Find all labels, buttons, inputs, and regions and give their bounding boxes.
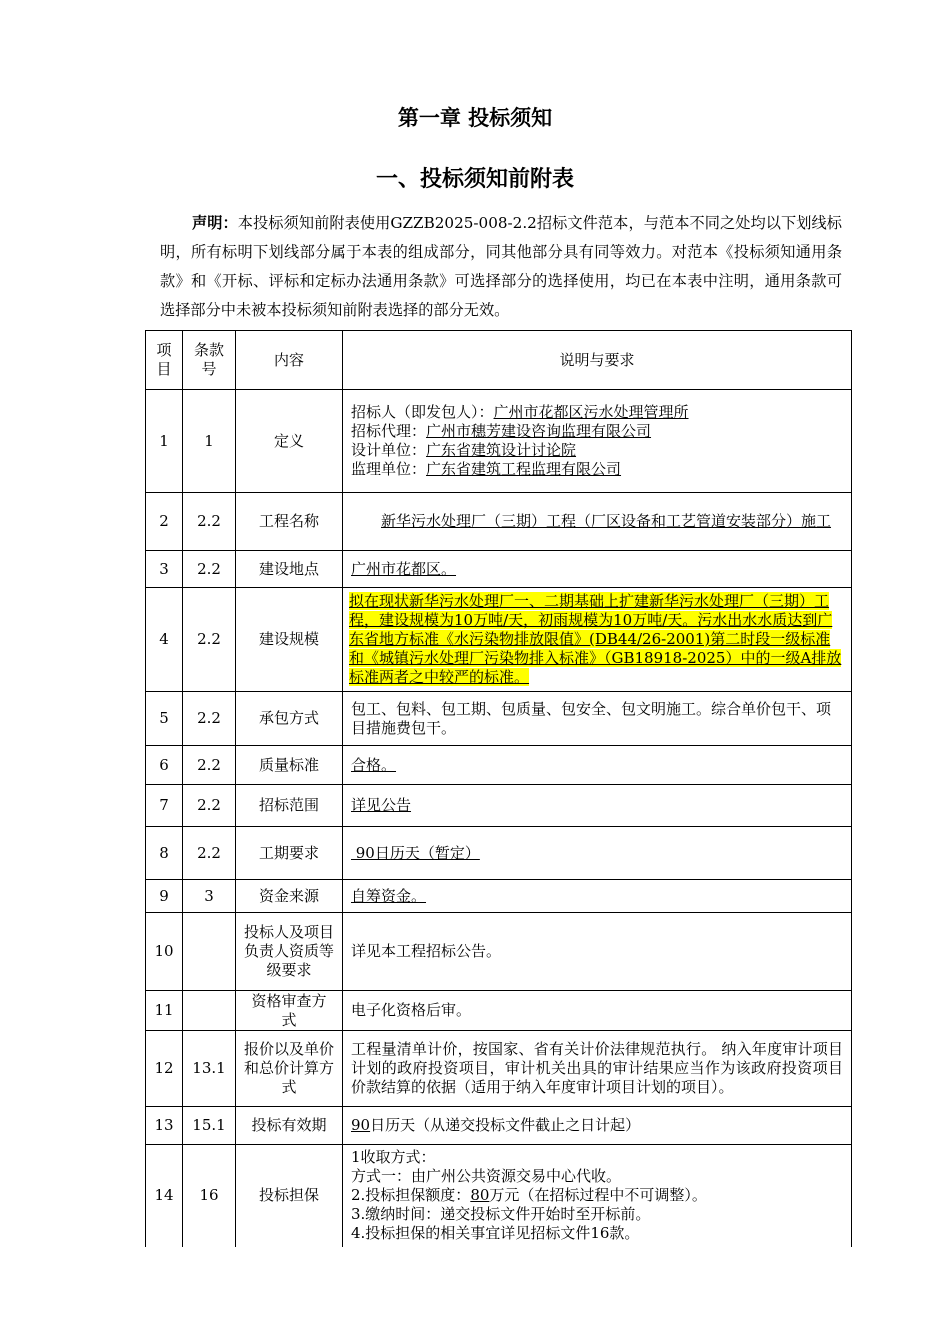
row-clause: [183, 991, 236, 1031]
row-content: 招标范围: [236, 785, 343, 827]
row-content: 质量标准: [236, 746, 343, 785]
table-row: [146, 692, 852, 746]
row-no: 1: [146, 390, 183, 493]
row-content: 工期要求: [236, 827, 343, 880]
table-row: [146, 880, 852, 913]
row-no: 3: [146, 551, 183, 588]
row-no: 12: [146, 1031, 183, 1107]
table-row: [146, 785, 852, 827]
row-desc: [343, 390, 852, 493]
table-row: [146, 1107, 852, 1145]
guarantee-line: 1收取方式：: [351, 1148, 436, 1167]
row-desc: 包工、包料、包工期、包质量、包安全、包文明施工。综合单价包干、项目措施费包干。: [343, 692, 852, 746]
definition-line: 设计单位：广东省建筑设计讨论院: [351, 441, 577, 459]
row-desc: 拟在现状新华污水处理厂一、二期基础上扩建新华污水处理厂（三期）工程，建设规模为10万吨/天，初雨规模为10万吨/天。污水出水水质达到广东省地方标准《水污染物排放限值》(DB44/26-2001)第二时段一级标准和《城镇污水处理厂污染物排入标准》（GB18918-2025）中的一级A排放标准两者之中较严的标准。: [343, 588, 852, 692]
table-row: [146, 493, 852, 551]
statement-paragraph: [160, 209, 842, 325]
guarantee-line: 4.投标担保的相关事宜详见招标文件16款。: [351, 1224, 640, 1243]
row-clause: 13.1: [183, 1031, 236, 1107]
row-no: 11: [146, 991, 183, 1031]
row-clause: 16: [183, 1145, 236, 1247]
row-clause: 15.1: [183, 1107, 236, 1145]
row-clause: 2.2: [183, 692, 236, 746]
row-no: 9: [146, 880, 183, 913]
row-no: 8: [146, 827, 183, 880]
guarantee-line: 3.缴纳时间：递交投标文件开始时至开标前。: [351, 1205, 651, 1224]
row-desc: 合格。: [343, 746, 852, 785]
table-row: [146, 390, 852, 493]
row-desc: 详见本工程招标公告。: [343, 913, 852, 991]
row-content: 投标人及项目负责人资质等级要求: [236, 913, 343, 991]
header-item: 项目: [146, 331, 183, 390]
header-clause: 条款号: [183, 331, 236, 390]
chapter-title: 第一章 投标须知: [397, 106, 553, 130]
row-no: 5: [146, 692, 183, 746]
table-row: [146, 746, 852, 785]
row-no: 10: [146, 913, 183, 991]
table-row: [146, 913, 852, 991]
row-clause: 2.2: [183, 785, 236, 827]
row-clause: 3: [183, 880, 236, 913]
row-clause: [183, 913, 236, 991]
row-desc: [343, 1145, 852, 1247]
row-content: 建设地点: [236, 551, 343, 588]
row-no: 4: [146, 588, 183, 692]
row-no: 6: [146, 746, 183, 785]
row-content: 资金来源: [236, 880, 343, 913]
row-content: 投标有效期: [236, 1107, 343, 1145]
definition-line: 招标人（即发包人）：广州市花都区污水处理管理所: [351, 403, 689, 421]
header-desc: 说明与要求: [343, 331, 852, 390]
section-title: 一、投标须知前附表: [375, 167, 574, 192]
row-no: 2: [146, 493, 183, 551]
row-desc: 90日历天（暂定）: [343, 827, 852, 880]
table-header-row: [146, 331, 852, 390]
table-row: [146, 991, 852, 1031]
table-row: [146, 588, 852, 692]
row-desc: 电子化资格后审。: [343, 991, 852, 1031]
row-desc: 90日历天（从递交投标文件截止之日计起）: [343, 1107, 852, 1145]
row-clause: 2.2: [183, 551, 236, 588]
row-clause: 2.2: [183, 746, 236, 785]
row-no: 13: [146, 1107, 183, 1145]
row-desc: 工程量清单计价，按国家、省有关计价法律规范执行。 纳入年度审计项目计划的政府投资项目，审计机关出具的审计结果应当作为该政府投资项目价款结算的依据（适用于纳入年度审计项目计划的项目）。: [343, 1031, 852, 1107]
row-desc: 新华污水处理厂（三期）工程（厂区设备和工艺管道安装部分）施工: [343, 493, 852, 551]
statement-text: 本投标须知前附表使用GZZB2025-008-2.2招标文件范本，与范本不同之处均以下划线标明，所有标明下划线部分属于本表的组成部分，同其他部分具有同等效力。对范本《投标须知通用条款》和《开标、评标和定标办法通用条款》可选择部分的选择使用，均已在本表中注明，通用条款可选择部分中未被本投标须知前附表选择的部分无效。: [160, 214, 842, 319]
row-content: 定义: [236, 390, 343, 493]
table-row: [146, 551, 852, 588]
row-content: 承包方式: [236, 692, 343, 746]
guarantee-line: 方式一：由广州公共资源交易中心代收。: [351, 1167, 622, 1186]
definition-line: 招标代理：广州市穗芳建设咨询监理有限公司: [351, 422, 652, 440]
row-clause: 2.2: [183, 493, 236, 551]
row-clause: 1: [183, 390, 236, 493]
row-content: 建设规模: [236, 588, 343, 692]
table-row: [146, 1031, 852, 1107]
row-no: 7: [146, 785, 183, 827]
table-row: [146, 1145, 852, 1247]
statement-label: 声明：: [192, 214, 238, 232]
row-content: 资格审查方式: [236, 991, 343, 1031]
header-content: 内容: [236, 331, 343, 390]
row-content: 报价以及单价和总价计算方式: [236, 1031, 343, 1107]
row-content: 工程名称: [236, 493, 343, 551]
row-clause: 2.2: [183, 588, 236, 692]
row-desc: 自筹资金。: [343, 880, 852, 913]
row-no: 14: [146, 1145, 183, 1247]
guarantee-line: 2.投标担保额度：80万元（在招标过程中不可调整）。: [351, 1186, 707, 1205]
definition-line: 监理单位：广东省建筑工程监理有限公司: [351, 460, 622, 478]
row-clause: 2.2: [183, 827, 236, 880]
table-row: [146, 827, 852, 880]
bidding-notice-table: [145, 330, 852, 1247]
row-desc: 广州市花都区。: [343, 551, 852, 588]
row-content: 投标担保: [236, 1145, 343, 1247]
row-desc: 详见公告: [343, 785, 852, 827]
